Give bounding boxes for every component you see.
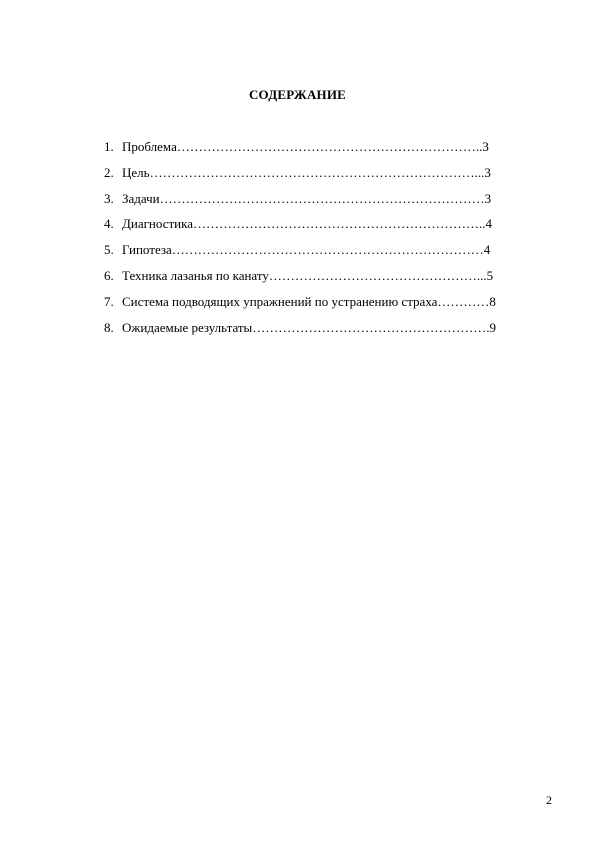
toc-item-text: Проблема……………………………………………………………..3: [122, 139, 489, 154]
toc-item-7: [104, 294, 496, 320]
toc-item-number: 5.: [104, 242, 114, 258]
toc-item-text: Диагностика…………………………………………………………..4: [122, 216, 493, 232]
page-number: 2: [546, 793, 552, 807]
toc-item-number: 8.: [104, 319, 114, 335]
toc-item-8: [104, 320, 496, 346]
toc-item-4: [104, 216, 496, 242]
toc-item-text: Техника лазанья по канату…………………………………………...5: [122, 267, 494, 283]
toc-item-1: [104, 139, 496, 165]
toc-item-text: Система подводящих упражнений по устранению страха…………8: [122, 293, 496, 309]
toc-item-text: Задачи…………………………………………………………………3: [122, 190, 492, 206]
toc-heading: СОДЕРЖАНИЕ: [248, 87, 347, 102]
toc-item-6: [104, 268, 496, 294]
toc-item-2: [104, 165, 496, 191]
toc-item-number: 1.: [104, 139, 114, 154]
toc-item-number: 3.: [104, 190, 114, 206]
toc-item-text: Ожидаемые результаты……………………………………………….9: [122, 319, 497, 335]
toc-item-number: 6.: [104, 267, 114, 283]
toc-list: [104, 139, 496, 345]
toc-item-3: [104, 191, 496, 217]
toc-item-text: Гипотеза………………………………………………………………4: [122, 242, 491, 258]
toc-item-text: Цель…………………………………………………………………...3: [122, 164, 491, 180]
toc-item-number: 2.: [104, 164, 114, 180]
toc-item-number: 7.: [104, 293, 114, 309]
toc-item-5: [104, 242, 496, 268]
toc-item-number: 4.: [104, 216, 114, 232]
